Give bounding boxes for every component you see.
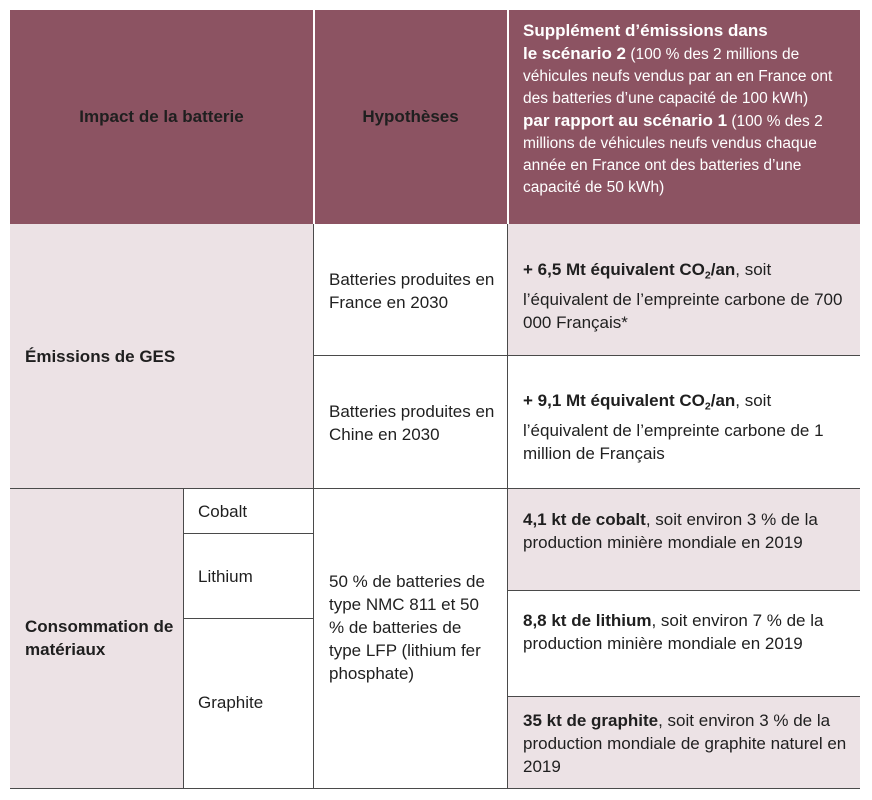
column-divider-1 (313, 224, 314, 788)
ges-result-china-suffix: /an (710, 391, 736, 410)
materials-result-graphite-rest: , soit environ 3 % de la production mondiale de graphite naturel en 2019 (523, 711, 847, 776)
column-divider-2 (507, 224, 508, 788)
materials-item-graphite: Graphite (198, 693, 264, 712)
ges-result-france-rest: , soit l’équivalent de l’empreinte carbone de 700 000 Français* (523, 260, 843, 332)
ges-result-france-suffix: /an (710, 260, 736, 279)
ges-result-china-rest: , soit l’équivalent de l’empreinte carbone de 1 million de Français (523, 391, 824, 463)
materials-result-graphite-bold: 35 kt de graphite (523, 711, 659, 730)
materials-sub-divider-1 (184, 533, 314, 534)
materials-sub-divider-2 (184, 618, 314, 619)
materials-row-divider-2 (508, 696, 860, 697)
materials-item-cobalt: Cobalt (198, 502, 248, 521)
header-scenario1-detail: (100 % des 2 millions de véhicules neufs vendus chaque année en France ont des batteries d’une capacité de 50 kWh) (523, 113, 823, 196)
materials-result-cobalt-rest: , soit environ 3 % de la production minière mondiale en 2019 (523, 510, 818, 552)
materials-result-lithium (523, 609, 843, 655)
header-supplement (523, 20, 853, 199)
header-impact-text: Impact de la batterie (79, 107, 244, 126)
ges-result-china-sub: 2 (704, 400, 711, 413)
table-bottom-border (10, 788, 860, 789)
ges-hypothesis-france: Batteries produites en France en 2030 (329, 270, 495, 312)
header-divider-2 (507, 10, 509, 224)
materials-label-text: Consommation de matériaux (25, 617, 174, 659)
materials-row-divider-1 (508, 590, 860, 591)
ges-result-france (523, 258, 843, 334)
ges-label (25, 224, 305, 488)
header-hypotheses (314, 10, 507, 224)
header-supplement-title: Supplément d’émissions dans (523, 21, 768, 40)
materials-result-cobalt-bold: 4,1 kt de cobalt (523, 510, 646, 529)
ges-result-china-bold: + 9,1 Mt équivalent CO (523, 391, 705, 410)
materials-result-lithium-bold: 8,8 kt de lithium (523, 611, 652, 630)
materials-hypothesis: 50 % de batteries de type NMC 811 et 50 % de batteries de type LFP (lithium fer phosphate) (329, 572, 485, 683)
ges-row-divider (314, 355, 860, 356)
header-scenario2-label: le scénario 2 (523, 44, 627, 63)
ges-hypothesis-china: Batteries produites en Chine en 2030 (329, 402, 495, 444)
ges-result-china (523, 389, 843, 465)
ges-label-text: Émissions de GES (25, 346, 176, 366)
materials-result-cobalt (523, 508, 843, 554)
materials-label (25, 488, 180, 788)
header-scenario1-label: par rapport au scénario 1 (523, 111, 728, 130)
header-impact (10, 10, 313, 224)
materials-result-graphite (523, 709, 848, 778)
materials-result-lithium-rest: , soit environ 7 % de la production minière mondiale en 2019 (523, 611, 824, 653)
materials-item-lithium: Lithium (198, 567, 253, 586)
header-hypotheses-text: Hypothèses (362, 107, 459, 126)
ges-result-france-bold: + 6,5 Mt équivalent CO (523, 260, 705, 279)
header-scenario2-detail: (100 % des 2 millions de véhicules neufs vendus par an en France ont des batteries d’une capacité de 100 kWh) (523, 46, 833, 107)
ges-result-france-sub: 2 (704, 269, 711, 282)
